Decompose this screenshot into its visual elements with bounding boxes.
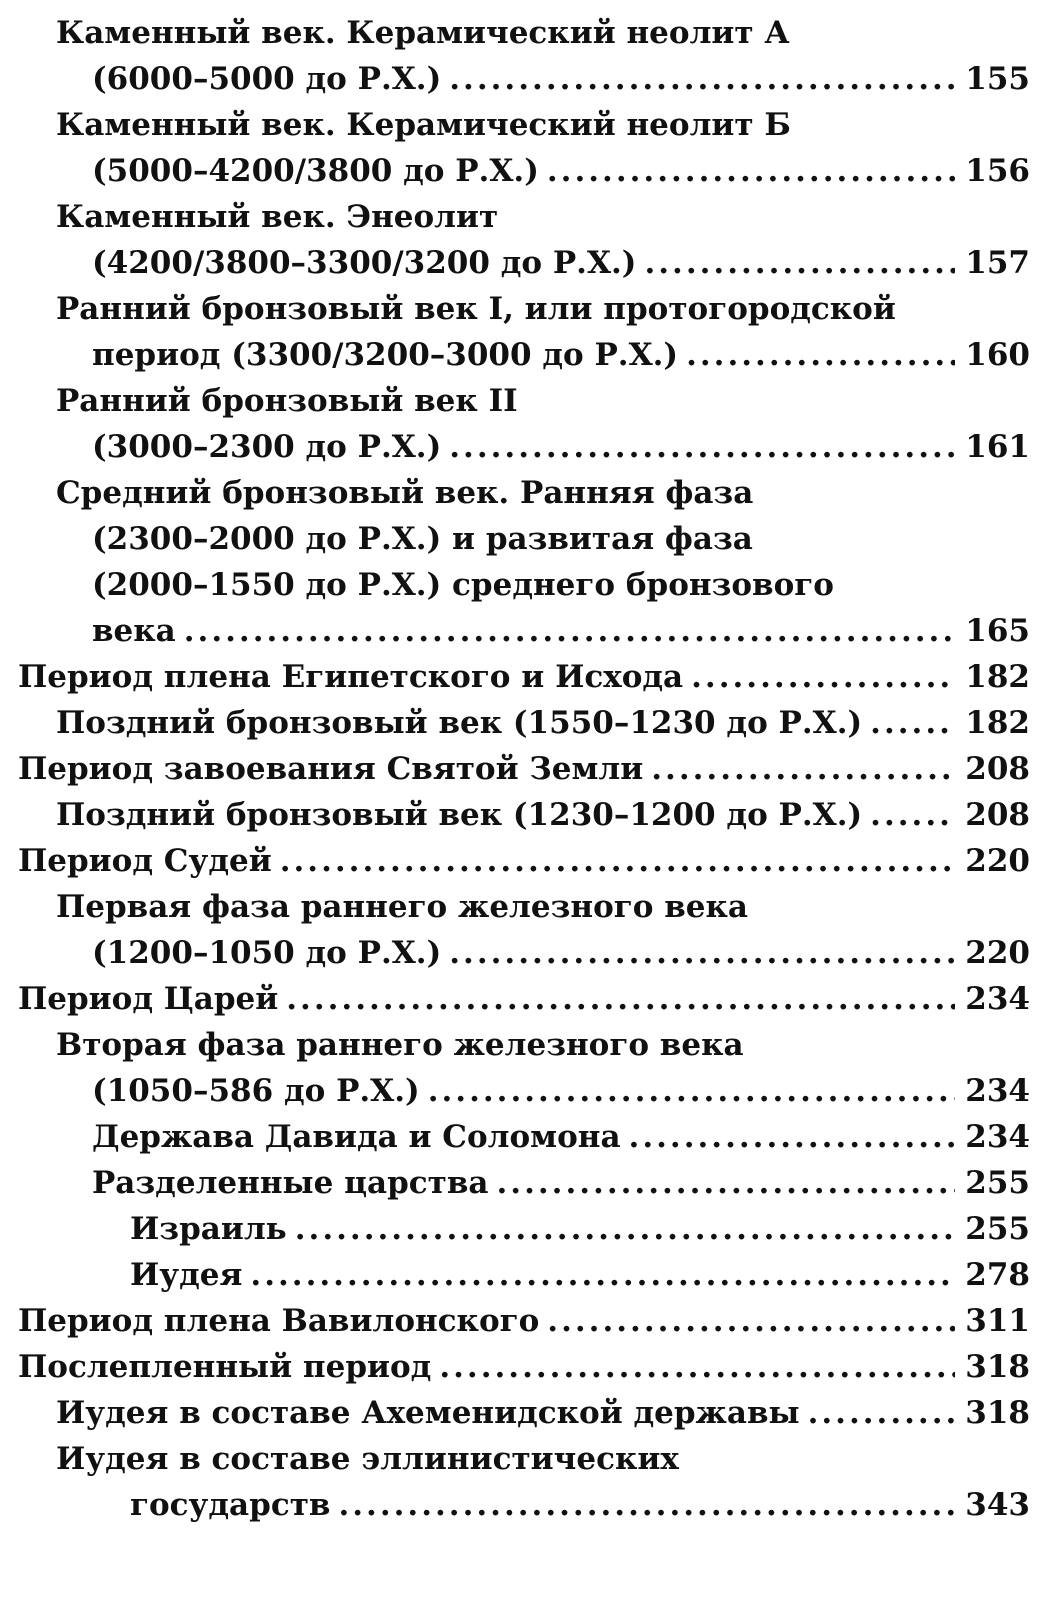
toc-entry[interactable] — [0, 654, 1062, 700]
toc-line — [0, 608, 1062, 654]
toc-line — [0, 1344, 1062, 1390]
toc-line — [0, 838, 1062, 884]
page-number: 208 — [965, 751, 1030, 787]
toc-entry-title: (4200/3800–3300/3200 до Р.Х.) — [92, 245, 637, 281]
toc-entry-title: Период Судей — [18, 843, 272, 879]
toc-entry-title: Каменный век. Керамический неолит А — [56, 15, 790, 51]
page-number: 182 — [965, 705, 1030, 741]
dot-leader — [870, 792, 955, 838]
toc-entry[interactable] — [0, 1206, 1062, 1252]
toc-line — [0, 1390, 1062, 1436]
toc-line — [0, 700, 1062, 746]
toc-line — [0, 102, 1062, 148]
dot-leader — [250, 1252, 955, 1298]
toc-line — [0, 148, 1062, 194]
toc-entry-title: Вторая фаза раннего железного века — [56, 1027, 744, 1063]
toc-entry-title: (5000–4200/3800 до Р.Х.) — [92, 153, 539, 189]
toc-entry-title: Период Царей — [18, 981, 279, 1017]
page-number: 220 — [965, 935, 1030, 971]
toc-entry[interactable] — [0, 1344, 1062, 1390]
toc-entry-title: (2000–1550 до Р.Х.) среднего бронзового — [92, 567, 834, 603]
toc-line — [0, 1068, 1062, 1114]
dot-leader — [439, 1344, 955, 1390]
toc-entry-title: Период плена Вавилонского — [18, 1303, 540, 1339]
toc-entry-title: Разделенные царства — [92, 1165, 489, 1201]
toc-line — [0, 332, 1062, 378]
toc-entry-title: Каменный век. Энеолит — [56, 199, 499, 235]
dot-leader — [184, 608, 956, 654]
toc-entry[interactable] — [0, 102, 1062, 194]
toc-entry-title: Иудея — [130, 1257, 243, 1293]
toc-entry[interactable] — [0, 1436, 1062, 1528]
toc-line — [0, 1482, 1062, 1528]
page-number: 234 — [965, 1119, 1030, 1155]
toc-line — [0, 240, 1062, 286]
page-number: 156 — [965, 153, 1030, 189]
page-number: 155 — [965, 61, 1030, 97]
toc-entry-title: (3000–2300 до Р.Х.) — [92, 429, 442, 465]
toc-line — [0, 1206, 1062, 1252]
page-number: 234 — [965, 1073, 1030, 1109]
toc-entry-title: Поздний бронзовый век (1550–1230 до Р.Х.) — [56, 705, 863, 741]
dot-leader — [870, 700, 955, 746]
page-number: 165 — [965, 613, 1030, 649]
toc-entry-title: государств — [130, 1487, 331, 1523]
toc-line — [0, 516, 1062, 562]
toc-line — [0, 56, 1062, 102]
toc-entry-title: Первая фаза раннего железного века — [56, 889, 748, 925]
toc-entry[interactable] — [0, 1160, 1062, 1206]
page-number: 208 — [965, 797, 1030, 833]
toc-entry[interactable] — [0, 378, 1062, 470]
dot-leader — [286, 976, 955, 1022]
toc-entry-title: (1200–1050 до Р.Х.) — [92, 935, 442, 971]
toc-line — [0, 1114, 1062, 1160]
dot-leader — [547, 148, 955, 194]
toc-line — [0, 654, 1062, 700]
toc-entry-title: Израиль — [130, 1211, 287, 1247]
dot-leader — [651, 746, 955, 792]
toc-entry-title: Период завоевания Святой Земли — [18, 751, 644, 787]
toc-line — [0, 1160, 1062, 1206]
toc-line — [0, 976, 1062, 1022]
toc-entry-title: (1050–586 до Р.Х.) — [92, 1073, 420, 1109]
page-number: 255 — [965, 1211, 1030, 1247]
toc-entry-title: Иудея в составе Ахеменидской державы — [56, 1395, 800, 1431]
toc-entry[interactable] — [0, 286, 1062, 378]
toc-entry[interactable] — [0, 792, 1062, 838]
toc-entry-title: (2300–2000 до Р.Х.) и развитая фаза — [92, 521, 753, 557]
toc-line — [0, 424, 1062, 470]
toc-entry[interactable] — [0, 1022, 1062, 1114]
toc-entry[interactable] — [0, 1298, 1062, 1344]
toc-entry[interactable] — [0, 746, 1062, 792]
toc-line — [0, 930, 1062, 976]
dot-leader — [808, 1390, 956, 1436]
page-number: 182 — [965, 659, 1030, 695]
toc-entry-title: века — [92, 613, 176, 649]
toc-entry-title: (6000–5000 до Р.Х.) — [92, 61, 442, 97]
toc-line — [0, 562, 1062, 608]
dot-leader — [449, 424, 955, 470]
toc-entry[interactable] — [0, 838, 1062, 884]
dot-leader — [644, 240, 955, 286]
page-number: 278 — [965, 1257, 1030, 1293]
toc-line — [0, 884, 1062, 930]
toc-entry[interactable] — [0, 1252, 1062, 1298]
dot-leader — [449, 56, 955, 102]
toc-line — [0, 1298, 1062, 1344]
toc-entry-title: Ранний бронзовый век I, или протогородской — [56, 291, 896, 327]
toc-entry-title: период (3300/3200–3000 до Р.Х.) — [92, 337, 679, 373]
toc-line — [0, 10, 1062, 56]
dot-leader — [280, 838, 956, 884]
toc-line — [0, 194, 1062, 240]
toc-entry[interactable] — [0, 976, 1062, 1022]
page-number: 311 — [965, 1303, 1030, 1339]
toc-line — [0, 1022, 1062, 1068]
toc-entry[interactable] — [0, 1114, 1062, 1160]
dot-leader — [686, 332, 955, 378]
page-number: 318 — [965, 1395, 1030, 1431]
toc-line — [0, 746, 1062, 792]
page-number: 343 — [965, 1487, 1030, 1523]
toc-line — [0, 470, 1062, 516]
toc-entry[interactable] — [0, 700, 1062, 746]
toc-entry-title: Средний бронзовый век. Ранняя фаза — [56, 475, 754, 511]
toc-entry[interactable] — [0, 884, 1062, 976]
toc-entry-title: Держава Давида и Соломона — [92, 1119, 621, 1155]
page-number: 234 — [965, 981, 1030, 1017]
page-number: 157 — [965, 245, 1030, 281]
toc-entry-title: Ранний бронзовый век II — [56, 383, 518, 419]
page-number: 220 — [965, 843, 1030, 879]
toc-line — [0, 792, 1062, 838]
dot-leader — [691, 654, 955, 700]
page-number: 255 — [965, 1165, 1030, 1201]
page-number: 318 — [965, 1349, 1030, 1385]
dot-leader — [338, 1482, 955, 1528]
page-number: 161 — [965, 429, 1030, 465]
toc-entry[interactable] — [0, 194, 1062, 286]
dot-leader — [629, 1114, 956, 1160]
toc-line — [0, 1252, 1062, 1298]
toc-entry[interactable] — [0, 1390, 1062, 1436]
toc-line — [0, 378, 1062, 424]
toc-line — [0, 1436, 1062, 1482]
toc-entry-title: Поздний бронзовый век (1230–1200 до Р.Х.) — [56, 797, 863, 833]
toc-line — [0, 286, 1062, 332]
toc-entry[interactable] — [0, 10, 1062, 102]
toc-entry-title: Период плена Египетского и Исхода — [18, 659, 684, 695]
toc-entry-title: Иудея в составе эллинистических — [56, 1441, 679, 1477]
dot-leader — [547, 1298, 955, 1344]
dot-leader — [449, 930, 955, 976]
dot-leader — [428, 1068, 956, 1114]
page-number: 160 — [965, 337, 1030, 373]
dot-leader — [497, 1160, 956, 1206]
toc-entry-title: Послепленный период — [18, 1349, 432, 1385]
toc-entry[interactable] — [0, 470, 1062, 654]
toc-entry-title: Каменный век. Керамический неолит Б — [56, 107, 791, 143]
dot-leader — [295, 1206, 956, 1252]
table-of-contents — [0, 10, 1062, 1528]
